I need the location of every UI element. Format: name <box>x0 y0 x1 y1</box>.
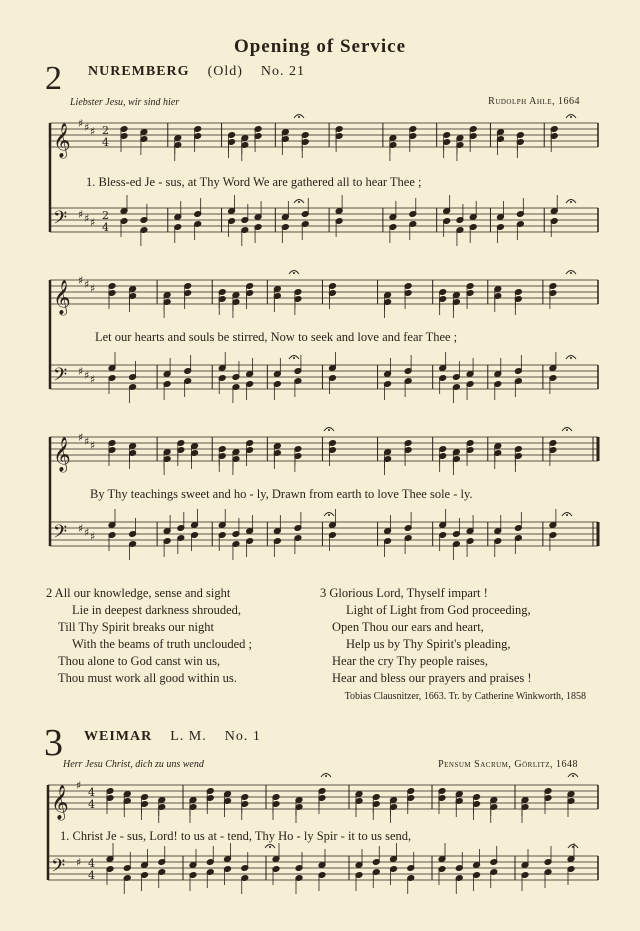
fermata-dot <box>572 775 574 777</box>
fermata-dot <box>570 357 572 359</box>
stanza-line: Open Thou our ears and heart, <box>332 620 484 634</box>
time-signature: 4 <box>88 857 95 870</box>
treble-clef: 𝄞 <box>53 437 71 472</box>
meter: L. M. <box>170 729 207 744</box>
fermata-dot <box>328 429 330 431</box>
stanza-line: Light of Light from God proceeding, <box>346 603 531 617</box>
lyric-line: By Thy teachings sweet and ho - ly, Drawn from earth to love Thee sole - ly. <box>90 487 473 501</box>
time-signature: 4 <box>102 221 109 234</box>
hymn-number: 3 <box>44 722 63 764</box>
tune-name: WEIMAR <box>84 729 153 744</box>
fermata-dot <box>325 775 327 777</box>
tune-number: No. 21 <box>260 64 306 79</box>
tune-number: No. 1 <box>224 729 261 744</box>
hymn-number: 2 <box>45 60 62 97</box>
key-sharp: ♯ <box>90 373 96 386</box>
key-sharp: ♯ <box>78 117 84 130</box>
bass-clef: 𝄢 <box>51 856 66 881</box>
key-sharp: ♯ <box>90 530 96 543</box>
time-signature: 2 <box>102 209 109 222</box>
key-sharp: ♯ <box>78 522 84 535</box>
stanza-line: Hear and bless our prayers and praises ! <box>332 671 532 685</box>
tune-header <box>84 729 261 745</box>
treble-clef: 𝄞 <box>53 280 71 315</box>
fermata-dot <box>570 116 572 118</box>
fermata-dot <box>298 201 300 203</box>
key-sharp: ♯ <box>84 212 90 225</box>
key-sharp: ♯ <box>90 216 96 229</box>
key-sharp: ♯ <box>84 369 90 382</box>
stanza-line: Thou alone to God canst win us, <box>58 654 221 668</box>
composer: Rudolph Ahle, 1664 <box>488 96 580 107</box>
stanza-line: Till Thy Spirit breaks our night <box>58 620 214 634</box>
treble-clef: 𝄞 <box>53 123 71 158</box>
key-sharp: ♯ <box>78 274 84 287</box>
key-sharp: ♯ <box>76 779 82 792</box>
fermata-dot <box>328 514 330 516</box>
fermata-dot <box>269 846 271 848</box>
lyric-line: 1. Bless-ed Je - sus, at Thy Word We are gathered all to hear Thee ; <box>86 175 422 189</box>
fermata-dot <box>570 272 572 274</box>
tune-name: NUREMBERG <box>88 64 190 79</box>
stanza-line: Hear the cry Thy people raises, <box>332 654 488 668</box>
stanza-2 <box>46 585 252 687</box>
time-signature: 4 <box>88 869 95 882</box>
key-sharp: ♯ <box>84 435 90 448</box>
key-sharp: ♯ <box>78 208 84 221</box>
fermata-dot <box>293 272 295 274</box>
key-sharp: ♯ <box>84 278 90 291</box>
fermata-dot <box>570 201 572 203</box>
tune-variant: (Old) <box>207 64 243 79</box>
credit: Tobias Clausnitzer, 1663. Tr. by Catherine Winkworth, 1858 <box>344 691 586 702</box>
time-signature: 4 <box>102 136 109 149</box>
fermata-dot <box>293 357 295 359</box>
stanza-line: 2 All our knowledge, sense and sight <box>46 586 231 600</box>
fermata-dot <box>572 846 574 848</box>
lyric-line: 1. Christ Je - sus, Lord! to us at - tend, Thy Ho - ly Spir - it to us send, <box>60 829 412 843</box>
key-sharp: ♯ <box>90 282 96 295</box>
stanza-line: Lie in deepest darkness shrouded, <box>72 603 242 617</box>
original-text: Liebster Jesu, wir sind hier <box>70 97 180 108</box>
key-sharp: ♯ <box>76 856 82 869</box>
fermata-dot <box>566 514 568 516</box>
stanza-line: Thou must work all good within us. <box>58 671 237 685</box>
key-sharp: ♯ <box>78 365 84 378</box>
original-text: Herr Jesu Christ, dich zu uns wend <box>63 759 204 770</box>
key-sharp: ♯ <box>90 439 96 452</box>
fermata-dot <box>566 429 568 431</box>
key-sharp: ♯ <box>78 431 84 444</box>
composer: Pensum Sacrum, Görlitz, 1648 <box>438 759 578 770</box>
fermata-dot <box>298 116 300 118</box>
key-sharp: ♯ <box>84 526 90 539</box>
time-signature: 2 <box>102 124 109 137</box>
bass-clef: 𝄢 <box>53 522 68 547</box>
section-title: Opening of Service <box>233 36 407 57</box>
stanza-line: With the beams of truth unclouded ; <box>72 637 253 651</box>
key-sharp: ♯ <box>84 121 90 134</box>
stanza-line: 3 Glorious Lord, Thyself impart ! <box>320 586 488 600</box>
key-sharp: ♯ <box>90 125 96 138</box>
lyric-line: Let our hearts and souls be stirred, Now to seek and love and fear Thee ; <box>95 330 458 344</box>
stanza-line: Help us by Thy Spirit's pleading, <box>346 637 511 651</box>
time-signature: 4 <box>88 786 95 799</box>
stanza-3 <box>320 585 532 687</box>
bass-clef: 𝄢 <box>53 208 68 233</box>
time-signature: 4 <box>88 798 95 811</box>
treble-clef: 𝄞 <box>51 785 69 820</box>
bass-clef: 𝄢 <box>53 365 68 390</box>
